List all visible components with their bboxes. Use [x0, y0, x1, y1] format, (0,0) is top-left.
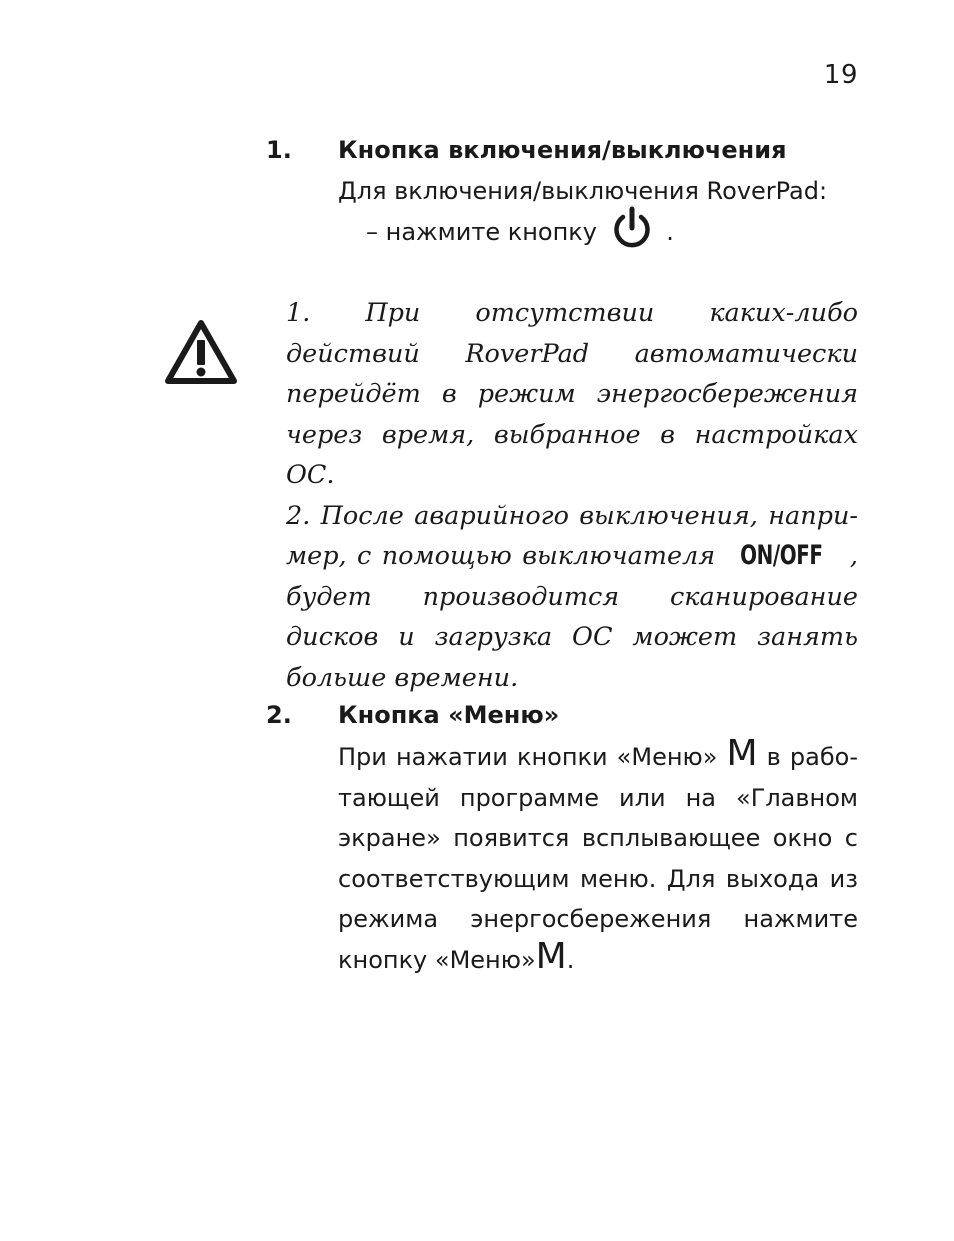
warning-text	[286, 293, 858, 698]
section-1-intro: Для включения/выключения RoverPad:	[338, 177, 828, 205]
warning-triangle-icon	[164, 318, 238, 386]
section-2-title: Кнопка «Меню»	[338, 701, 560, 729]
power-icon	[609, 206, 655, 252]
warning-note-2-end: , будет производится сканирование дисков и загрузка ОС может занять больше времени.	[286, 541, 858, 693]
section-2-body	[338, 733, 858, 980]
section-1-step-end: .	[666, 218, 674, 246]
on-off-key-label: ON/OFF	[740, 540, 823, 571]
menu-m-icon-2: M	[535, 935, 567, 977]
section-1-step	[366, 212, 674, 252]
section-2-number: 2.	[266, 701, 292, 729]
menu-m-icon: M	[726, 733, 758, 774]
section-1-title: Кнопка включения/выключения	[338, 136, 787, 164]
section-2-body-end: .	[566, 945, 575, 974]
warning-note-2	[286, 496, 858, 699]
warning-note-2-start: 2. После аварийного выключения, например, с помощью выключателя	[286, 500, 858, 571]
section-2-body-start: При нажатии кнопки «Меню»	[338, 743, 718, 771]
section-1-step-text: – нажмите кнопку	[366, 218, 597, 246]
section-1-number: 1.	[266, 136, 292, 164]
section-2-body-middle: в работающей программе или на «Главном экране» появится всплывающее окно с соответствующим меню. Для выхода из режима энергосбережения нажмите кнопку «Меню»	[338, 743, 858, 974]
page-number: 19	[823, 60, 858, 90]
warning-note-1: 1. При отсутствии каких-либо действий RoverPad автоматически перейдёт в режим энергосбережения через время, выбранное в настройках ОС.	[286, 298, 858, 490]
